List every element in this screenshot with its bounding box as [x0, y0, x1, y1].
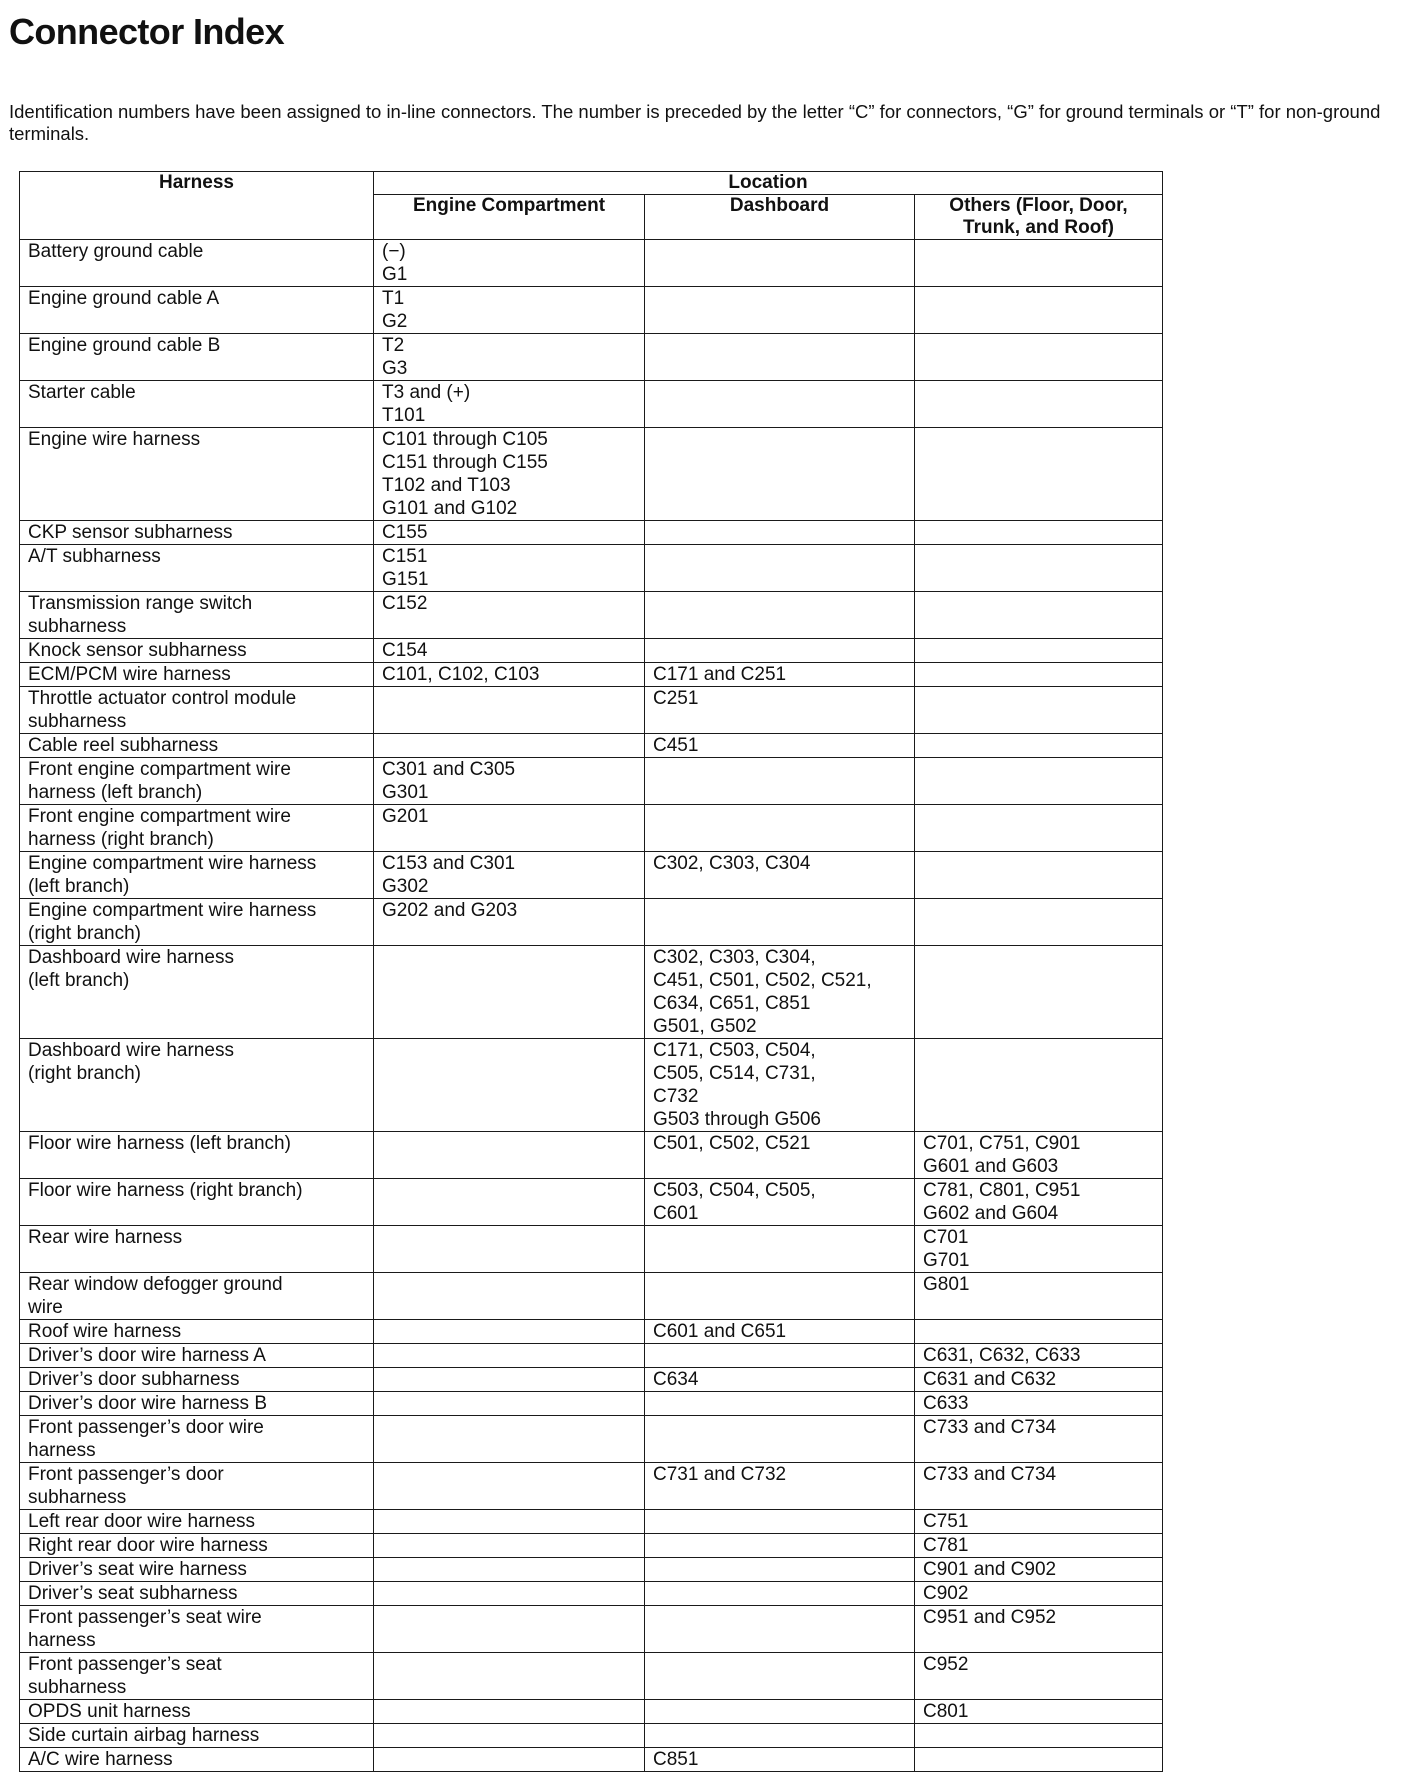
table-row: [20, 1226, 1163, 1273]
header-others: Others (Floor, Door, Trunk, and Roof): [915, 195, 1163, 240]
cell-harness: Knock sensor subharness: [20, 639, 374, 663]
cell-engine: [374, 1039, 645, 1132]
cell-others: [915, 1748, 1163, 1772]
cell-others: [915, 521, 1163, 545]
cell-dashboard: [645, 805, 915, 852]
cell-dashboard: C451: [645, 734, 915, 758]
cell-dashboard: [645, 545, 915, 592]
cell-others: C631, C632, C633: [915, 1344, 1163, 1368]
cell-harness: Dashboard wire harness (left branch): [20, 946, 374, 1039]
cell-engine: C155: [374, 521, 645, 545]
cell-dashboard: [645, 592, 915, 639]
table-row: [20, 1344, 1163, 1368]
table-row: [20, 1039, 1163, 1132]
cell-harness: Engine compartment wire harness (right branch): [20, 899, 374, 946]
table-row: [20, 639, 1163, 663]
cell-dashboard: C171 and C251: [645, 663, 915, 687]
cell-engine: [374, 1132, 645, 1179]
table-row: [20, 1320, 1163, 1344]
cell-dashboard: [645, 1510, 915, 1534]
cell-others: [915, 639, 1163, 663]
cell-engine: T3 and (+) T101: [374, 381, 645, 428]
cell-others: [915, 545, 1163, 592]
cell-harness: Engine wire harness: [20, 428, 374, 521]
table-row: [20, 1582, 1163, 1606]
cell-others: [915, 381, 1163, 428]
cell-harness: Rear window defogger ground wire: [20, 1273, 374, 1320]
cell-dashboard: [645, 381, 915, 428]
cell-engine: [374, 1748, 645, 1772]
cell-others: C801: [915, 1700, 1163, 1724]
cell-dashboard: [645, 1606, 915, 1653]
cell-dashboard: C634: [645, 1368, 915, 1392]
header-harness: Harness: [20, 172, 374, 240]
cell-others: [915, 899, 1163, 946]
cell-others: [915, 287, 1163, 334]
cell-dashboard: [645, 1344, 915, 1368]
cell-engine: C151 G151: [374, 545, 645, 592]
cell-others: [915, 1039, 1163, 1132]
table-row: [20, 1606, 1163, 1653]
table-row: [20, 381, 1163, 428]
table-row: [20, 334, 1163, 381]
cell-dashboard: [645, 1558, 915, 1582]
cell-others: [915, 592, 1163, 639]
table-row: [20, 734, 1163, 758]
cell-harness: A/T subharness: [20, 545, 374, 592]
cell-engine: [374, 946, 645, 1039]
table-row: [20, 545, 1163, 592]
page-title: Connector Index: [9, 11, 285, 52]
cell-engine: [374, 1392, 645, 1416]
table-row: [20, 428, 1163, 521]
cell-engine: [374, 1368, 645, 1392]
cell-harness: Engine ground cable A: [20, 287, 374, 334]
cell-engine: C101 through C105 C151 through C155 T102 and T103 G101 and G102: [374, 428, 645, 521]
cell-harness: Left rear door wire harness: [20, 1510, 374, 1534]
cell-others: C733 and C734: [915, 1463, 1163, 1510]
cell-dashboard: [645, 1392, 915, 1416]
cell-harness: Rear wire harness: [20, 1226, 374, 1273]
cell-engine: [374, 1724, 645, 1748]
cell-harness: Cable reel subharness: [20, 734, 374, 758]
cell-engine: [374, 1320, 645, 1344]
table-row: [20, 687, 1163, 734]
cell-dashboard: C251: [645, 687, 915, 734]
cell-dashboard: C171, C503, C504, C505, C514, C731, C732 G503 through G506: [645, 1039, 915, 1132]
intro-paragraph: Identification numbers have been assigned to in-line connectors. The number is preceded by the letter “C” for connectors, “G” for ground terminals or “T” for non-ground terminals.: [9, 101, 1381, 144]
cell-dashboard: [645, 758, 915, 805]
table-row: [20, 946, 1163, 1039]
cell-dashboard: [645, 1724, 915, 1748]
cell-harness: A/C wire harness: [20, 1748, 374, 1772]
table-row: [20, 1392, 1163, 1416]
cell-dashboard: [645, 1582, 915, 1606]
cell-engine: C154: [374, 639, 645, 663]
table-row: [20, 805, 1163, 852]
cell-dashboard: [645, 1534, 915, 1558]
cell-engine: [374, 1179, 645, 1226]
cell-others: C733 and C734: [915, 1416, 1163, 1463]
cell-harness: Engine ground cable B: [20, 334, 374, 381]
cell-harness: Driver’s seat subharness: [20, 1582, 374, 1606]
table-row: [20, 240, 1163, 287]
cell-dashboard: [645, 240, 915, 287]
cell-dashboard: [645, 639, 915, 663]
cell-harness: Transmission range switch subharness: [20, 592, 374, 639]
cell-engine: [374, 1653, 645, 1700]
table-row: [20, 1416, 1163, 1463]
cell-dashboard: [645, 1273, 915, 1320]
cell-dashboard: C601 and C651: [645, 1320, 915, 1344]
cell-harness: OPDS unit harness: [20, 1700, 374, 1724]
cell-engine: [374, 1558, 645, 1582]
cell-others: [915, 758, 1163, 805]
cell-harness: Floor wire harness (right branch): [20, 1179, 374, 1226]
table-row: [20, 1558, 1163, 1582]
cell-engine: [374, 1606, 645, 1653]
cell-dashboard: [645, 521, 915, 545]
cell-engine: [374, 1416, 645, 1463]
cell-engine: C152: [374, 592, 645, 639]
cell-harness: Throttle actuator control module subharness: [20, 687, 374, 734]
cell-others: G801: [915, 1273, 1163, 1320]
cell-harness: ECM/PCM wire harness: [20, 663, 374, 687]
cell-dashboard: [645, 428, 915, 521]
table-row: [20, 1368, 1163, 1392]
table-row: [20, 899, 1163, 946]
cell-dashboard: C302, C303, C304: [645, 852, 915, 899]
header-row-1: [20, 172, 1163, 195]
cell-others: [915, 334, 1163, 381]
cell-harness: Driver’s seat wire harness: [20, 1558, 374, 1582]
cell-others: [915, 428, 1163, 521]
cell-dashboard: C851: [645, 1748, 915, 1772]
cell-harness: Driver’s door subharness: [20, 1368, 374, 1392]
cell-harness: Dashboard wire harness (right branch): [20, 1039, 374, 1132]
table-row: [20, 1724, 1163, 1748]
cell-harness: Side curtain airbag harness: [20, 1724, 374, 1748]
cell-harness: Battery ground cable: [20, 240, 374, 287]
cell-others: C781: [915, 1534, 1163, 1558]
cell-others: [915, 663, 1163, 687]
cell-engine: [374, 1344, 645, 1368]
cell-harness: Front engine compartment wire harness (left branch): [20, 758, 374, 805]
cell-dashboard: [645, 1653, 915, 1700]
table-row: [20, 1534, 1163, 1558]
header-dashboard: Dashboard: [645, 195, 915, 240]
cell-others: [915, 1320, 1163, 1344]
cell-engine: [374, 1510, 645, 1534]
cell-engine: G201: [374, 805, 645, 852]
cell-engine: C301 and C305 G301: [374, 758, 645, 805]
cell-harness: Floor wire harness (left branch): [20, 1132, 374, 1179]
cell-harness: Front engine compartment wire harness (right branch): [20, 805, 374, 852]
cell-others: [915, 734, 1163, 758]
cell-others: C902: [915, 1582, 1163, 1606]
cell-harness: Driver’s door wire harness A: [20, 1344, 374, 1368]
cell-others: C951 and C952: [915, 1606, 1163, 1653]
table-row: [20, 287, 1163, 334]
cell-harness: Driver’s door wire harness B: [20, 1392, 374, 1416]
cell-others: [915, 687, 1163, 734]
cell-engine: [374, 1700, 645, 1724]
cell-engine: [374, 1582, 645, 1606]
table-row: [20, 1132, 1163, 1179]
cell-harness: Front passenger’s door subharness: [20, 1463, 374, 1510]
table-row: [20, 1510, 1163, 1534]
table-row: [20, 592, 1163, 639]
cell-others: C631 and C632: [915, 1368, 1163, 1392]
cell-harness: Front passenger’s seat wire harness: [20, 1606, 374, 1653]
cell-dashboard: [645, 334, 915, 381]
cell-engine: (−) G1: [374, 240, 645, 287]
cell-others: [915, 240, 1163, 287]
table-row: [20, 1273, 1163, 1320]
cell-harness: Roof wire harness: [20, 1320, 374, 1344]
cell-harness: Front passenger’s door wire harness: [20, 1416, 374, 1463]
connector-index-table: [19, 171, 1163, 1772]
cell-others: [915, 805, 1163, 852]
table-row: [20, 1179, 1163, 1226]
cell-others: [915, 852, 1163, 899]
cell-dashboard: [645, 1226, 915, 1273]
cell-dashboard: [645, 1700, 915, 1724]
table-row: [20, 521, 1163, 545]
cell-engine: [374, 1463, 645, 1510]
cell-engine: [374, 1534, 645, 1558]
cell-others: C781, C801, C951 G602 and G604: [915, 1179, 1163, 1226]
cell-engine: C153 and C301 G302: [374, 852, 645, 899]
cell-engine: T2 G3: [374, 334, 645, 381]
cell-dashboard: [645, 899, 915, 946]
cell-engine: [374, 687, 645, 734]
table-row: [20, 663, 1163, 687]
cell-harness: CKP sensor subharness: [20, 521, 374, 545]
cell-dashboard: [645, 287, 915, 334]
table-row: [20, 758, 1163, 805]
cell-harness: Front passenger’s seat subharness: [20, 1653, 374, 1700]
cell-others: C701 G701: [915, 1226, 1163, 1273]
cell-dashboard: C302, C303, C304, C451, C501, C502, C521, C634, C651, C851 G501, G502: [645, 946, 915, 1039]
cell-dashboard: C503, C504, C505, C601: [645, 1179, 915, 1226]
cell-others: C901 and C902: [915, 1558, 1163, 1582]
cell-harness: Starter cable: [20, 381, 374, 428]
header-location: Location: [374, 172, 1163, 195]
cell-engine: [374, 1226, 645, 1273]
cell-engine: [374, 1273, 645, 1320]
cell-harness: Right rear door wire harness: [20, 1534, 374, 1558]
cell-others: C751: [915, 1510, 1163, 1534]
cell-harness: Engine compartment wire harness (left branch): [20, 852, 374, 899]
cell-engine: G202 and G203: [374, 899, 645, 946]
table-row: [20, 1700, 1163, 1724]
table-row: [20, 1653, 1163, 1700]
cell-dashboard: C501, C502, C521: [645, 1132, 915, 1179]
cell-engine: [374, 734, 645, 758]
cell-others: C952: [915, 1653, 1163, 1700]
cell-others: [915, 946, 1163, 1039]
cell-others: C633: [915, 1392, 1163, 1416]
table-row: [20, 1463, 1163, 1510]
cell-engine: C101, C102, C103: [374, 663, 645, 687]
cell-others: C701, C751, C901 G601 and G603: [915, 1132, 1163, 1179]
table-row: [20, 852, 1163, 899]
header-engine-compartment: Engine Compartment: [374, 195, 645, 240]
table-row: [20, 1748, 1163, 1772]
cell-engine: T1 G2: [374, 287, 645, 334]
cell-dashboard: C731 and C732: [645, 1463, 915, 1510]
cell-dashboard: [645, 1416, 915, 1463]
cell-others: [915, 1724, 1163, 1748]
